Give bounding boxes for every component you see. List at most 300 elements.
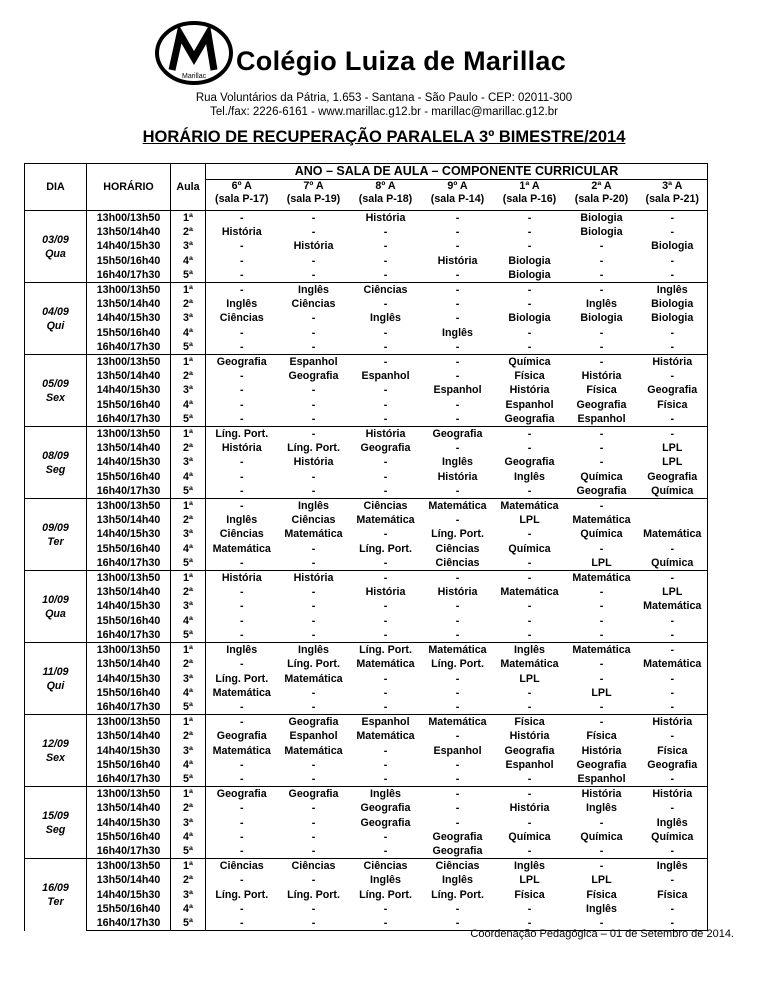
table-row [25, 412, 708, 427]
subject-cell: LPL [638, 441, 708, 455]
class-name: 1ª A [519, 180, 540, 192]
subject-cell: - [455, 730, 460, 743]
subject-cell: Geografia [216, 730, 267, 743]
aula-cell: 5ª [171, 268, 206, 283]
subject-cell: - [599, 340, 604, 353]
subject-cell: Geografia [576, 484, 627, 497]
table-row [25, 556, 708, 571]
day-label [25, 283, 87, 355]
subject-cell: - [638, 268, 708, 283]
time-cell: 14h40/15h30 [87, 744, 171, 758]
class-name: 6º A [231, 180, 252, 192]
aula-cell: 4ª [171, 398, 206, 412]
subject-cell: Matemática [284, 672, 343, 685]
time-cell: 13h50/14h40 [87, 873, 171, 887]
table-row [25, 715, 708, 730]
subject-cell: - [527, 844, 532, 857]
table-row [25, 340, 708, 355]
subject-cell: - [239, 470, 244, 483]
day-weekday: Qua [45, 247, 66, 260]
subject-cell: - [311, 254, 316, 267]
subject-cell: - [527, 628, 532, 641]
table-row [25, 326, 708, 340]
subject-cell: - [311, 614, 316, 627]
subject-cell: Ciências [219, 312, 264, 325]
subject-cell: - [311, 686, 316, 699]
subject-cell: Líng. Port. [287, 442, 340, 455]
subject-cell: - [383, 398, 388, 411]
subject-cell: Ciências [219, 528, 264, 541]
table-row [25, 542, 708, 556]
table-row [25, 772, 708, 787]
subject-cell: - [527, 340, 532, 353]
subject-cell: - [383, 326, 388, 339]
subject-cell: - [206, 499, 278, 514]
subject-cell: Biologia [638, 311, 708, 325]
subject-cell: - [383, 268, 388, 281]
subject-cell: - [638, 614, 708, 628]
subject-cell: História [437, 470, 478, 483]
subject-cell: LPL [591, 556, 612, 569]
subject-cell: Geografia [206, 787, 278, 802]
subject-cell: Matemática [500, 658, 559, 671]
subject-cell: - [527, 686, 532, 699]
subject-cell: Inglês [278, 499, 350, 514]
table-row [25, 672, 708, 686]
subject-cell: Inglês [278, 643, 350, 658]
subject-cell: Física [638, 888, 708, 902]
subject-cell: - [311, 412, 316, 425]
subject-cell: - [239, 484, 244, 497]
subject-cell: - [383, 600, 388, 613]
aula-cell: 1ª [171, 715, 206, 730]
time-cell: 13h00/13h50 [87, 355, 171, 370]
header-main: ANO – SALA DE AULA – COMPONENTE CURRICULAR [206, 164, 708, 180]
subject-cell: - [239, 456, 244, 469]
subject-cell: Geografia [504, 456, 555, 469]
subject-cell: História [365, 586, 406, 599]
aula-cell: 4ª [171, 470, 206, 484]
subject-cell: História [437, 254, 478, 267]
subject-cell: - [599, 628, 604, 641]
aula-cell: 1ª [171, 355, 206, 370]
table-row [25, 527, 708, 541]
subject-cell: Ciências [435, 542, 480, 555]
time-cell: 14h40/15h30 [87, 455, 171, 469]
subject-cell: Biologia [638, 297, 708, 311]
subject-cell: História [437, 586, 478, 599]
subject-cell: Matemática [284, 744, 343, 757]
aula-cell: 2ª [171, 513, 206, 527]
subject-cell: - [455, 312, 460, 325]
subject-cell: Física [638, 744, 708, 758]
subject-cell: - [527, 528, 532, 541]
subject-cell: - [455, 700, 460, 713]
school-name: Colégio Luiza de Marillac [236, 46, 567, 76]
subject-cell: Matemática [356, 658, 415, 671]
subject-cell: Inglês [350, 787, 422, 802]
time-cell: 15h50/16h40 [87, 398, 171, 412]
subject-cell: Espanhol [505, 398, 554, 411]
table-row [25, 383, 708, 397]
address-line-2: Tel./fax: 2226-6161 - www.marillac.g12.br - marillac@marillac.g12.br [210, 106, 558, 118]
time-cell: 14h40/15h30 [87, 816, 171, 830]
subject-cell: - [599, 268, 604, 281]
subject-cell: Inglês [442, 456, 473, 469]
class-name: 8º A [375, 180, 396, 192]
subject-cell: - [422, 283, 494, 298]
subject-cell: - [455, 772, 460, 785]
subject-cell: Química [508, 542, 551, 555]
subject-cell: - [638, 873, 708, 887]
subject-cell: Inglês [638, 816, 708, 830]
subject-cell: Matemática [494, 499, 566, 514]
subject-cell: - [239, 658, 244, 671]
subject-cell: Líng. Port. [287, 658, 340, 671]
aula-cell: 1ª [171, 211, 206, 226]
subject-cell: - [566, 916, 638, 931]
day-label [25, 571, 87, 643]
subject-cell: - [311, 902, 316, 915]
subject-cell: - [239, 326, 244, 339]
subject-cell: - [311, 268, 316, 281]
subject-cell: - [566, 859, 638, 874]
subject-cell: - [239, 802, 244, 815]
time-cell: 15h50/16h40 [87, 902, 171, 916]
subject-cell: Líng. Port. [431, 528, 484, 541]
subject-cell: História [278, 571, 350, 586]
subject-cell: - [383, 672, 388, 685]
subject-cell: - [527, 298, 532, 311]
subject-cell: - [383, 772, 388, 785]
subject-cell: Inglês [370, 312, 401, 325]
subject-cell [638, 513, 708, 527]
subject-cell: Química [638, 830, 708, 844]
subject-cell: - [638, 326, 708, 340]
subject-cell: História [350, 427, 422, 442]
class-name: 9º A [447, 180, 468, 192]
subject-cell: Química [580, 528, 623, 541]
subject-cell: Química [580, 830, 623, 843]
subject-cell: - [455, 370, 460, 383]
day-label [25, 787, 87, 859]
subject-cell: Física [586, 384, 617, 397]
subject-cell: Geografia [360, 816, 411, 829]
subject-cell: Inglês [494, 859, 566, 874]
time-cell: 13h50/14h40 [87, 801, 171, 815]
table-row [25, 499, 708, 514]
subject-cell: - [239, 268, 244, 281]
subject-cell: Geografia [360, 802, 411, 815]
subject-cell: Matemática [212, 542, 271, 555]
subject-cell: - [239, 398, 244, 411]
subject-cell: Química [580, 470, 623, 483]
class-header-6 [638, 180, 708, 211]
aula-cell: 2ª [171, 657, 206, 671]
time-cell: 13h50/14h40 [87, 729, 171, 743]
time-cell: 13h00/13h50 [87, 283, 171, 298]
subject-cell: Ciências [278, 859, 350, 874]
aula-cell: 4ª [171, 614, 206, 628]
subject-cell: - [422, 787, 494, 802]
subject-cell: Espanhol [577, 412, 626, 425]
subject-cell: - [599, 240, 604, 253]
subject-cell: - [383, 226, 388, 239]
subject-cell: Inglês [226, 298, 258, 311]
subject-cell: - [638, 628, 708, 643]
subject-cell: - [638, 729, 708, 743]
subject-cell: Líng. Port. [359, 888, 412, 901]
subject-cell: Líng. Port. [215, 672, 269, 685]
subject-cell: - [311, 844, 316, 857]
subject-cell: Inglês [638, 283, 708, 298]
subject-cell: Geografia [360, 442, 411, 455]
day-date: 08/09 [42, 449, 69, 462]
subject-cell: - [455, 614, 460, 627]
aula-cell: 2ª [171, 729, 206, 743]
subject-cell: Ciências [291, 298, 336, 311]
subject-cell: - [599, 254, 604, 267]
subject-cell: - [455, 442, 460, 455]
subject-cell: - [566, 715, 638, 730]
table-row [25, 571, 708, 586]
subject-cell: Matemática [422, 643, 494, 658]
subject-cell: Física [586, 730, 617, 743]
subject-cell: - [638, 700, 708, 715]
subject-cell: - [206, 211, 278, 226]
table-row [25, 744, 708, 758]
subject-cell: - [383, 384, 388, 397]
subject-cell: - [383, 744, 388, 757]
subject-cell: Geografia [504, 744, 555, 757]
time-cell: 13h00/13h50 [87, 715, 171, 730]
subject-cell: Inglês [586, 298, 617, 311]
subject-cell: Espanhol [505, 758, 554, 771]
subject-cell: Geografia [278, 787, 350, 802]
day-date: 11/09 [42, 665, 69, 678]
subject-cell: - [599, 614, 604, 627]
day-date: 03/09 [42, 233, 69, 246]
subject-cell: - [455, 268, 460, 281]
time-cell: 15h50/16h40 [87, 470, 171, 484]
class-name: 2ª A [591, 180, 612, 192]
subject-cell: LPL [519, 672, 540, 685]
subject-cell: Geografia [638, 470, 708, 484]
subject-cell: - [383, 528, 388, 541]
subject-cell: LPL [519, 514, 540, 527]
subject-cell: Geografia [638, 758, 708, 772]
subject-cell: Geografia [504, 412, 555, 425]
aula-cell: 1ª [171, 859, 206, 874]
subject-cell: - [638, 801, 708, 815]
subject-cell: - [494, 916, 566, 931]
day-weekday: Ter [47, 535, 64, 548]
subject-cell: - [599, 816, 604, 829]
subject-cell: - [311, 816, 316, 829]
class-header-4 [494, 180, 566, 211]
subject-cell: - [311, 802, 316, 815]
subject-cell: - [383, 340, 388, 353]
subject-cell: - [383, 686, 388, 699]
aula-cell: 2ª [171, 297, 206, 311]
subject-cell: Ciências [291, 514, 336, 527]
table-row [25, 455, 708, 469]
subject-cell: - [311, 874, 316, 887]
subject-cell: Ciências [350, 283, 422, 298]
table-row [25, 830, 708, 844]
table-row [25, 513, 708, 527]
aula-cell: 2ª [171, 441, 206, 455]
subject-cell: História [509, 802, 550, 815]
time-cell: 14h40/15h30 [87, 239, 171, 253]
time-cell: 14h40/15h30 [87, 599, 171, 613]
subject-cell: - [311, 312, 316, 325]
time-cell: 13h00/13h50 [87, 427, 171, 442]
time-cell: 13h50/14h40 [87, 585, 171, 599]
subject-cell: - [311, 758, 316, 771]
aula-cell: 3ª [171, 239, 206, 253]
subject-cell: - [455, 686, 460, 699]
time-cell: 15h50/16h40 [87, 542, 171, 556]
subject-cell: - [599, 600, 604, 613]
subject-cell: História [350, 211, 422, 226]
day-weekday: Ter [47, 895, 64, 908]
aula-cell: 4ª [171, 830, 206, 844]
aula-cell: 5ª [171, 844, 206, 859]
subject-cell: Física [514, 888, 545, 901]
aula-cell: 5ª [171, 340, 206, 355]
day-date: 16/09 [42, 881, 69, 894]
subject-cell: - [311, 830, 316, 843]
subject-cell: História [293, 240, 334, 253]
day-label [25, 715, 87, 787]
subject-cell: Física [514, 370, 545, 383]
time-cell: 16h40/17h30 [87, 340, 171, 355]
table-row [25, 470, 708, 484]
subject-cell: - [638, 412, 708, 427]
aula-cell: 3ª [171, 816, 206, 830]
subject-cell: - [311, 600, 316, 613]
class-room: (sala P-19) [286, 193, 341, 205]
subject-cell: - [527, 772, 532, 785]
subject-cell: História [509, 384, 550, 397]
subject-cell: História [638, 355, 708, 370]
subject-cell: - [311, 470, 316, 483]
subject-cell: - [527, 442, 532, 455]
table-row [25, 484, 708, 499]
subject-cell: LPL [591, 686, 612, 699]
time-cell: 16h40/17h30 [87, 556, 171, 571]
subject-cell: - [566, 355, 638, 370]
subject-cell: - [239, 614, 244, 627]
time-cell: 13h50/14h40 [87, 513, 171, 527]
subject-cell: - [638, 340, 708, 355]
class-room: (sala P-14) [430, 193, 485, 205]
class-header-3 [422, 180, 494, 211]
table-row [25, 816, 708, 830]
subject-cell: - [278, 211, 350, 226]
subject-cell: Matemática [284, 528, 343, 541]
subject-cell: Líng. Port. [359, 542, 412, 555]
subject-cell: - [422, 916, 494, 931]
subject-cell: - [638, 772, 708, 787]
time-cell: 13h00/13h50 [87, 787, 171, 802]
subject-cell: Espanhol [278, 355, 350, 370]
subject-cell: - [239, 384, 244, 397]
subject-cell: Líng. Port. [215, 888, 269, 901]
time-cell: 16h40/17h30 [87, 484, 171, 499]
table-row [25, 888, 708, 902]
table-row [25, 254, 708, 268]
subject-cell: - [350, 355, 422, 370]
aula-cell: 3ª [171, 744, 206, 758]
school-logo-icon [154, 20, 234, 86]
aula-cell: 5ª [171, 556, 206, 571]
subject-cell: - [206, 715, 278, 730]
subject-cell: - [239, 816, 244, 829]
aula-cell: 5ª [171, 412, 206, 427]
table-row [25, 211, 708, 226]
subject-cell: - [383, 830, 388, 843]
subject-cell: - [383, 902, 388, 915]
aula-cell: 4ª [171, 902, 206, 916]
day-weekday: Qui [46, 319, 65, 332]
aula-cell: 4ª [171, 326, 206, 340]
subject-cell: - [638, 427, 708, 442]
subject-cell: - [239, 586, 244, 599]
time-cell: 14h40/15h30 [87, 672, 171, 686]
subject-cell: - [239, 758, 244, 771]
subject-cell: - [311, 772, 316, 785]
subject-cell: Matemática [572, 514, 631, 527]
subject-cell: - [494, 283, 566, 298]
table-row [25, 758, 708, 772]
class-room: (sala P-17) [215, 193, 269, 205]
subject-cell: - [494, 427, 566, 442]
subject-cell: - [599, 658, 604, 671]
subject-cell: Biologia [508, 254, 551, 267]
class-header-5 [566, 180, 638, 211]
subject-cell: LPL [638, 455, 708, 469]
subject-cell: - [239, 556, 244, 569]
subject-cell: - [455, 600, 460, 613]
subject-cell: - [455, 226, 460, 239]
table-row [25, 902, 708, 916]
subject-cell: - [527, 614, 532, 627]
aula-cell: 1ª [171, 571, 206, 586]
aula-cell: 2ª [171, 873, 206, 887]
subject-cell: - [383, 470, 388, 483]
subject-cell: História [293, 456, 334, 469]
time-cell: 13h00/13h50 [87, 499, 171, 514]
subject-cell: - [383, 758, 388, 771]
subject-cell: Geografia [432, 830, 483, 843]
header-horario: HORÁRIO [87, 164, 171, 211]
subject-cell: - [455, 240, 460, 253]
subject-cell: História [221, 442, 262, 455]
subject-cell: Inglês [442, 874, 473, 887]
subject-cell: Biologia [580, 226, 623, 239]
day-label [25, 211, 87, 283]
aula-cell: 3ª [171, 599, 206, 613]
table-row [25, 585, 708, 599]
subject-cell: História [206, 571, 278, 586]
table-row [25, 844, 708, 859]
time-cell: 13h50/14h40 [87, 225, 171, 239]
time-cell: 15h50/16h40 [87, 830, 171, 844]
day-label [25, 499, 87, 571]
subject-cell: Ciências [350, 859, 422, 874]
